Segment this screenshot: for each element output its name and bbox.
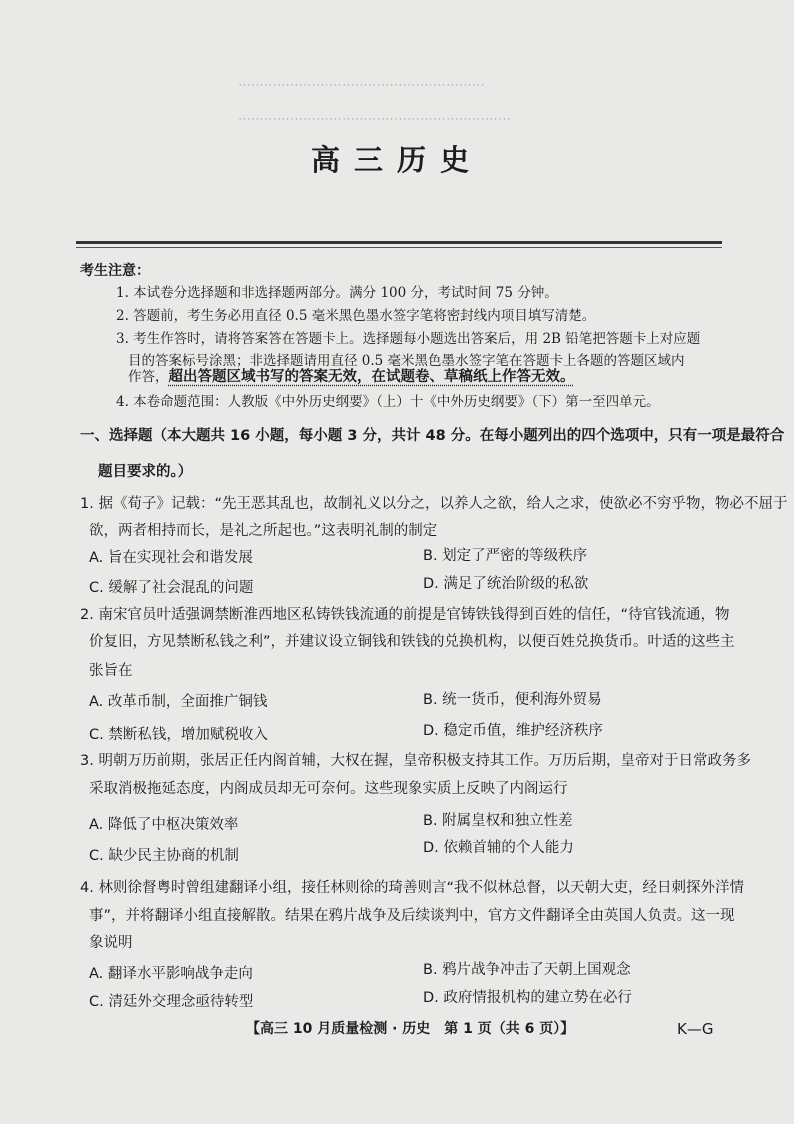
notice-item: 1. 本试卷分选择题和非选择题两部分。满分 100 分，考试时间 75 分钟。: [116, 285, 558, 301]
notice-item: 3. 考生作答时，请将答案答在答题卡上。选择题每小题选出答案后，用 2B 铅笔把答题卡上对应题: [116, 331, 701, 347]
page-title: 高三历史: [310, 143, 483, 177]
question-4-option-a: A. 翻译水平影响战争走向: [89, 966, 253, 982]
notice-item: 4. 本卷命题范围：人教版《中外历史纲要》（上）十《中外历史纲要》（下）第一至四单元。: [116, 394, 660, 410]
question-2-option-a: A. 改革币制，全面推广铜钱: [89, 694, 268, 710]
question-3-text: 采取消极拖延态度，内阁成员却无可奈何。这些现象实质上反映了内阁运行: [89, 781, 568, 797]
question-1-text: 1. 据《荀子》记载：“先王恶其乱也，故制礼义以分之，以养人之欲，给人之求，使欲必不穷乎物，物必不屈于: [80, 496, 788, 512]
question-4-text: 4. 林则徐督粤时曾组建翻译小组，接任林则徐的琦善则言“我不似林总督，以天朝大吏，经日刺探外洋情: [80, 880, 744, 896]
section-heading-cont: 题目要求的。）: [98, 464, 193, 480]
question-3-option-d: D. 依赖首辅的个人能力: [423, 840, 574, 856]
bleed-through-text: ⋯⋯⋯⋯⋯⋯⋯⋯⋯⋯⋯⋯⋯⋯⋯⋯⋯⋯⋯: [238, 78, 485, 93]
header-divider: [76, 241, 722, 244]
question-2-text: 张旨在: [89, 663, 133, 679]
question-3-option-c: C. 缺少民主协商的机制: [89, 848, 239, 864]
question-4-option-b: B. 鸦片战争冲击了天朝上国观念: [423, 962, 631, 978]
question-2-option-c: C. 禁断私钱，增加赋税收入: [89, 727, 268, 743]
question-2-option-d: D. 稳定币值，维护经济秩序: [423, 723, 603, 739]
notice-item: 2. 答题前，考生务必用直径 0.5 毫米黑色墨水签字笔将密封线内项目填写清楚。: [116, 308, 596, 324]
question-1-option-c: C. 缓解了社会混乱的问题: [89, 580, 254, 596]
notice-item: 目的答案标号涂黑；非选择题请用直径 0.5 毫米黑色墨水签字笔在答题卡上各题的答题区域内: [128, 353, 685, 369]
page-footer: 【高三 10 月质量检测 · 历史 第 1 页（共 6 页）】: [246, 1021, 575, 1037]
question-4-option-d: D. 政府情报机构的建立势在必行: [423, 990, 632, 1006]
notice-item-line: [128, 365, 575, 386]
paper-code: K—G: [677, 1020, 714, 1038]
question-3-text: 3. 明朝万历前期，张居正任内阁首辅，大权在握，皇帝积极支持其工作。万历后期，皇帝对于日常政务多: [80, 753, 751, 769]
notice-heading: 考生注意：: [80, 263, 150, 279]
question-4-option-c: C. 清廷外交理念亟待转型: [89, 994, 254, 1010]
question-2-text: 价复旧，方见禁断私钱之利”，并建议设立铜钱和铁钱的兑换机构，以便百姓兑换货币。叶适的这些主: [89, 634, 735, 650]
question-4-text: 象说明: [89, 935, 133, 951]
question-3-option-b: B. 附属皇权和独立性差: [423, 813, 573, 829]
notice-item: 作答，: [128, 369, 169, 385]
header-divider-thin: [76, 247, 722, 248]
question-3-option-a: A. 降低了中枢决策效率: [89, 817, 239, 833]
question-2-text: 2. 南宋官员叶适强调禁断淮西地区私铸铁钱流通的前提是官铸铁钱得到百姓的信任，“待官钱流通，物: [80, 607, 730, 623]
question-1-option-a: A. 旨在实现社会和谐发展: [89, 550, 253, 566]
section-heading: 一、选择题（本大题共 16 小题，每小题 3 分，共计 48 分。在每小题列出的四个选项中，只有一项是最符合: [80, 428, 785, 444]
question-1-option-d: D. 满足了统治阶级的私欲: [423, 576, 589, 592]
question-2-option-b: B. 统一货币，便利海外贸易: [423, 692, 602, 708]
question-1-option-b: B. 划定了严密的等级秩序: [423, 548, 588, 564]
question-1-text: 欲，两者相持而长，是礼之所起也。”这表明礼制的制定: [89, 523, 438, 539]
notice-emphasis: 超出答题区域书写的答案无效，在试题卷、草稿纸上作答无效。: [168, 369, 575, 385]
question-4-text: 事”，并将翻译小组直接解散。结果在鸦片战争及后续谈判中，官方文件翻译全由英国人负责。这一现: [89, 908, 735, 924]
bleed-through-text: ⋯⋯⋯⋯⋯⋯⋯⋯⋯⋯⋯⋯⋯⋯⋯⋯⋯⋯⋯⋯⋯: [238, 112, 511, 127]
